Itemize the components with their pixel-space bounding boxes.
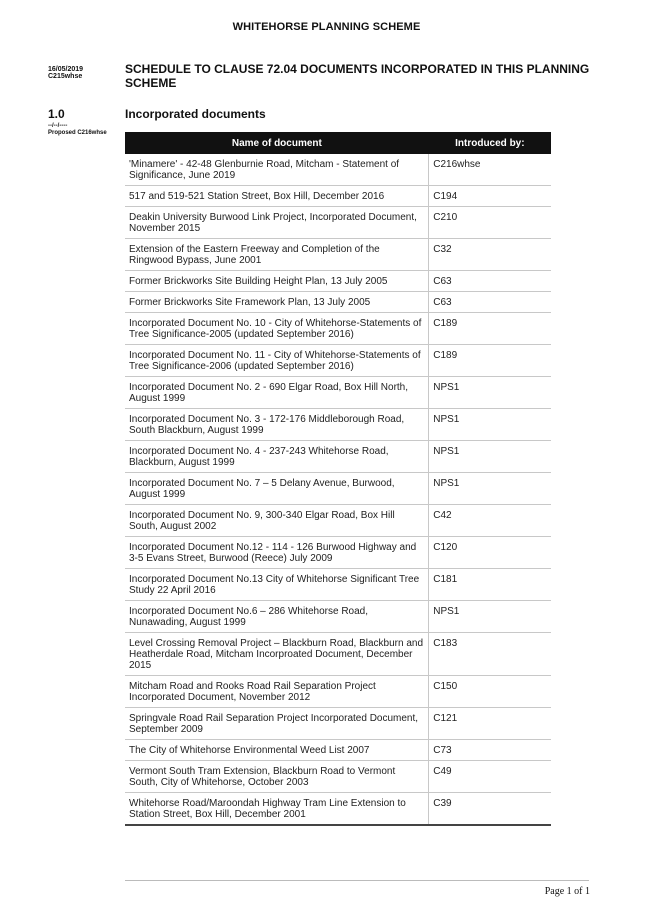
introduced-by-cell: NPS1: [429, 601, 551, 633]
document-name-cell: Extension of the Eastern Freeway and Completion of the Ringwood Bypass, June 2001: [125, 239, 429, 271]
introduced-by-cell: C194: [429, 186, 551, 207]
clause-number: 1.0: [48, 107, 65, 121]
document-name-cell: Incorporated Document No.13 City of Whitehorse Significant Tree Study 22 April 2016: [125, 569, 429, 601]
introduced-by-cell: C120: [429, 537, 551, 569]
table-row: [125, 793, 551, 826]
table-header-row: [125, 132, 551, 154]
table-row: [125, 345, 551, 377]
table-row: [125, 409, 551, 441]
document-name-cell: Incorporated Document No. 11 - City of Whitehorse-Statements of Tree Significance-2006 (updated September 2016): [125, 345, 429, 377]
introduced-by-cell: C49: [429, 761, 551, 793]
document-name-cell: Mitcham Road and Rooks Road Rail Separation Project Incorporated Document, November 2012: [125, 676, 429, 708]
table-row: [125, 207, 551, 239]
document-name-cell: Former Brickworks Site Building Height Plan, 13 July 2005: [125, 271, 429, 292]
introduced-by-cell: C63: [429, 271, 551, 292]
margin-amendment: C215whse: [48, 73, 83, 80]
table-row: [125, 441, 551, 473]
document-name-cell: 517 and 519-521 Station Street, Box Hill, December 2016: [125, 186, 429, 207]
document-name-cell: Vermont South Tram Extension, Blackburn Road to Vermont South, City of Whitehorse, October 2003: [125, 761, 429, 793]
document-name-cell: Level Crossing Removal Project – Blackburn Road, Blackburn and Heatherdale Road, Mitcham Incorproated Document, December 2015: [125, 633, 429, 676]
table-row: [125, 505, 551, 537]
clause-proposed-amendment: Proposed C216whse: [48, 130, 107, 136]
page-number: Page 1 of 1: [544, 886, 590, 897]
document-name-cell: Deakin University Burwood Link Project, Incorporated Document, November 2015: [125, 207, 429, 239]
introduced-by-cell: NPS1: [429, 409, 551, 441]
introduced-by-cell: C39: [429, 793, 551, 826]
document-name-cell: Former Brickworks Site Framework Plan, 13 July 2005: [125, 292, 429, 313]
document-name-cell: The City of Whitehorse Environmental Weed List 2007: [125, 740, 429, 761]
introduced-by-cell: C210: [429, 207, 551, 239]
document-header-title: WHITEHORSE PLANNING SCHEME: [232, 21, 421, 33]
document-name-cell: Incorporated Document No.12 - 114 - 126 Burwood Highway and 3-5 Evans Street, Burwood (Reece) July 2009: [125, 537, 429, 569]
introduced-by-cell: C189: [429, 345, 551, 377]
document-name-cell: Incorporated Document No. 9, 300-340 Elgar Road, Box Hill South, August 2002: [125, 505, 429, 537]
introduced-by-cell: NPS1: [429, 377, 551, 409]
introduced-by-cell: C32: [429, 239, 551, 271]
introduced-by-cell: C150: [429, 676, 551, 708]
margin-date: 16/05/2019: [48, 66, 84, 73]
table-row: [125, 676, 551, 708]
table-row: [125, 633, 551, 676]
table-row: [125, 708, 551, 740]
document-name-cell: Whitehorse Road/Maroondah Highway Tram Line Extension to Station Street, Box Hill, December 2001: [125, 793, 429, 826]
table-row: [125, 537, 551, 569]
table-row: [125, 761, 551, 793]
introduced-by-cell: C181: [429, 569, 551, 601]
clause-date-placeholder: --/--/----: [48, 123, 68, 129]
table-row: [125, 154, 551, 186]
column-header-introduced: Introduced by:: [429, 132, 551, 154]
document-name-cell: Incorporated Document No. 7 – 5 Delany Avenue, Burwood, August 1999: [125, 473, 429, 505]
table-row: [125, 569, 551, 601]
document-name-cell: Incorporated Document No. 10 - City of Whitehorse-Statements of Tree Significance-2005 (updated September 2016): [125, 313, 429, 345]
table-row: [125, 186, 551, 207]
table-row: [125, 292, 551, 313]
introduced-by-cell: C189: [429, 313, 551, 345]
document-name-cell: Springvale Road Rail Separation Project Incorporated Document, September 2009: [125, 708, 429, 740]
incorporated-documents-table: [125, 132, 551, 826]
introduced-by-cell: C73: [429, 740, 551, 761]
footer-divider: [125, 880, 589, 881]
column-header-name: Name of document: [125, 132, 429, 154]
introduced-by-cell: C216whse: [429, 154, 551, 186]
document-name-cell: Incorporated Document No. 2 - 690 Elgar Road, Box Hill North, August 1999: [125, 377, 429, 409]
introduced-by-cell: C183: [429, 633, 551, 676]
table-body: [125, 154, 551, 825]
table-row: [125, 271, 551, 292]
introduced-by-cell: C121: [429, 708, 551, 740]
table-row: [125, 601, 551, 633]
table-row: [125, 740, 551, 761]
introduced-by-cell: NPS1: [429, 473, 551, 505]
introduced-by-cell: C42: [429, 505, 551, 537]
table-row: [125, 377, 551, 409]
schedule-title: SCHEDULE TO CLAUSE 72.04 DOCUMENTS INCORPORATED IN THIS PLANNING SCHEME: [125, 62, 590, 90]
clause-date-proposed: [48, 123, 107, 137]
section-heading: Incorporated documents: [125, 107, 266, 121]
table-row: [125, 313, 551, 345]
document-name-cell: 'Minamere' - 42-48 Glenburnie Road, Mitcham - Statement of Significance, June 2019: [125, 154, 429, 186]
document-name-cell: Incorporated Document No. 4 - 237-243 Whitehorse Road, Blackburn, August 1999: [125, 441, 429, 473]
document-name-cell: Incorporated Document No. 3 - 172-176 Middleborough Road, South Blackburn, August 1999: [125, 409, 429, 441]
introduced-by-cell: NPS1: [429, 441, 551, 473]
document-name-cell: Incorporated Document No.6 – 286 Whitehorse Road, Nunawading, August 1999: [125, 601, 429, 633]
introduced-by-cell: C63: [429, 292, 551, 313]
table-row: [125, 473, 551, 505]
table-row: [125, 239, 551, 271]
